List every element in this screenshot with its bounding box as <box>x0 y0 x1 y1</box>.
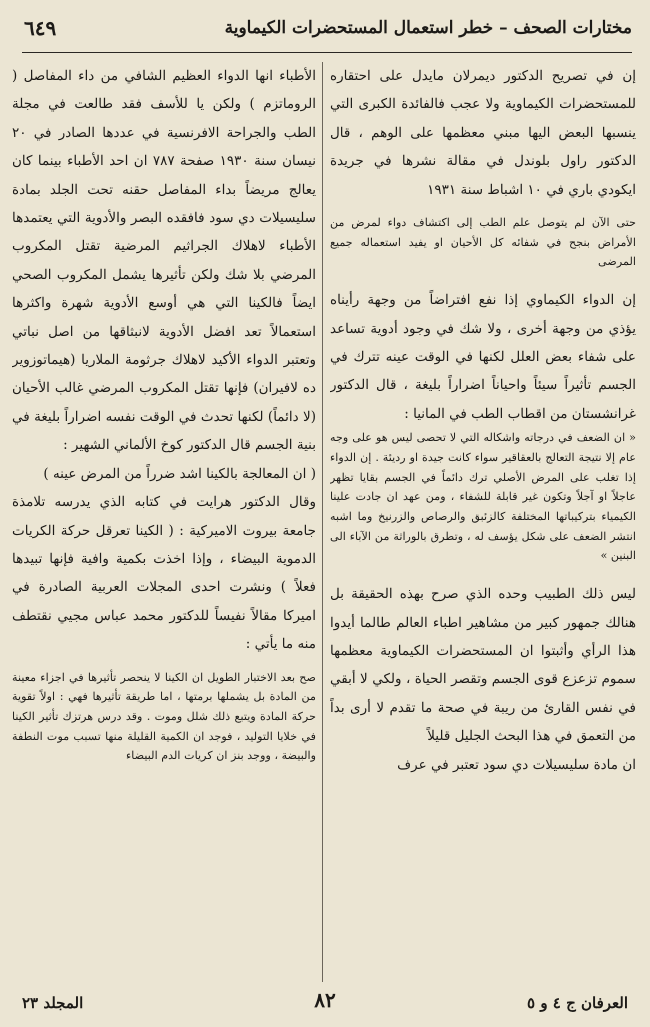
paragraph: ان مادة سليسيلات دي سود تعتبر في عرف <box>397 756 636 773</box>
small-print-paragraph: حتى الآن لم يتوصل علم الطب إلى اكتشاف دواء لمرض من الأمراض بنجح في شفائه كل الأحيان او يفيد استعماله جميع المرضى <box>330 216 636 269</box>
paragraph: وقال الدكتور هرايت في كتابه الذي يدرسه تلامذة جامعة بيروت الاميركية : ( الكينا تعرقل حركة الكريات الدموية البيضاء ، وإذا اخذت بكمية وافية فإنها تبيدها فعلاً ) ونشرت احدى المجلات العربية الصادرة في اميركا مقالاً نفيساً للدكتور محمد عباس مجيي نقتطف منه ما يأتي : <box>12 494 316 653</box>
footer-page-number: ٨٢ <box>314 988 336 1012</box>
block-quote: صح بعد الاختبار الطويل ان الكينا لا ينحصر تأثيرها في اجزاء معينة من المادة بل يشملها برمتها ، اما طريقة تأثيرها فهي : اولاً تقوية حركة المادة ويتبع ذلك شلل وموت . وقد درس هرتزك تأثير الكينا في خلايا التوليد ، فوجد ان الكمية القليلة منها تسبب موت النطفة والبيضة ، ووجد بنز ان كريات الدم البيضاء <box>12 670 316 763</box>
paragraph: ليس ذلك الطبيب وحده الذي صرح بهذه الحقيقة بل هنالك جمهور كبير من مشاهير اطباء العالم طالما أيدوا هذا الرأي وأثبتوا ان المستحضرات الكيماوية معظمها سموم تزعزع قوى الجسم وتقصر الحياة ، ولكي لا أبقي في نفس القارئ من ريبة في صحة ما تقدم لا أرى بداً من التعمق في هذا البحث الجليل قليلاً <box>330 586 636 745</box>
paragraph: إن في تصريح الدكتور ديمرلان مايدل على احتقاره للمستحضرات الكيماوية ولا عجب فالفائدة الكبرى التي ينسبها البعض اليها مبني معظمها على الوهم ، قال الدكتور راول بلوندل في مقالة نشرها في جريدة ايكودي باري في ١٠ اشباط سنة ١٩٣١ <box>330 68 636 198</box>
quoted-statement: ( ان المعالجة بالكينا اشد ضرراً من المرض عينه ) <box>43 465 316 482</box>
right-column <box>330 62 636 779</box>
journal-issue: العرفان ج ٤ و ٥ <box>527 994 628 1012</box>
volume-number: المجلد ٢٣ <box>22 994 84 1012</box>
page-header <box>22 12 632 53</box>
paragraph: إن الدواء الكيماوي إذا نفع افتراضاً من وجهة رأيناه يؤذي من وجهة أخرى ، ولا شك في وجود أدوية تساعد على شفاء بعض العلل لكنها في الوقت عينه تترك في الجسم تأثيراً سيئاً واحياناً اضراراً بليغة ، قال الدكتور غرانشستان من اقطاب الطب في المانيا : <box>330 292 636 422</box>
column-divider <box>322 62 323 982</box>
left-column <box>12 62 316 766</box>
header-page-number: ٦٤٩ <box>24 16 57 40</box>
paragraph: الأطباء انها الدواء العظيم الشافي من داء المفاصل ( الروماتزم ) ولكن يا للأسف فقد طالعت في مجلة الطب والجراحة الافرنسية في عددها الصادر في ٢٠ نيسان سنة ١٩٣٠ صفحة ٧٨٧ ان احد الأطباء بينما كان يعالج مريضاً بداء المفاصل حقنه تحت الجلد بمادة سليسيلات دي سود فافقده البصر والأدوية التي يعتمدها الأطباء لاهلاك الجراثيم المرضية تقتل المكروب المرضي بلا شك ولكن تأثيرها يشمل المكروب الصحي ايضاً فالكينا التي هي أوسع الأدوية شهرة واكثرها استعمالاً تعد افضل الأدوية لانبثاقها من اصل نباتي وتعتبر الدواء الأكيد لاهلاك جرثومة الملاريا (هيماتوزوير ده لافيران) فإنها تقتل المكروب المرضي غالب الأحيان (لا دائماً) لكنها تحدث في الوقت نفسه اضراراً بليغة في بنية الجسم قال الدكتور كوخ الألماني الشهير : <box>12 68 316 454</box>
page-footer <box>22 988 628 1018</box>
block-quote: « ان الضعف في درجاته واشكاله التي لا تحصى ليس هو على وجه عام إلا نتيجة التعالج بالعقاقير سواء كانت جيدة او رديئة . إن الدواء إذا تغلب على المرض الأصلي ترك دائماً في الجسم بقايا تظهر عاجلاً او آجلاً وتكون غير قابلة للشفاء ، ومن عهد ان جادت علينا الكيمياء بتركيباتها المختلفة كالزئبق والرصاص والزرنيخ وما اشبه انتشر الضعف على شكل يؤسف له ، وتطرق بالوراثة من الآباء الى البنين » <box>330 431 636 563</box>
running-title: مختارات الصحف – خطر استعمال المستحضرات الكيماوية <box>224 18 632 38</box>
